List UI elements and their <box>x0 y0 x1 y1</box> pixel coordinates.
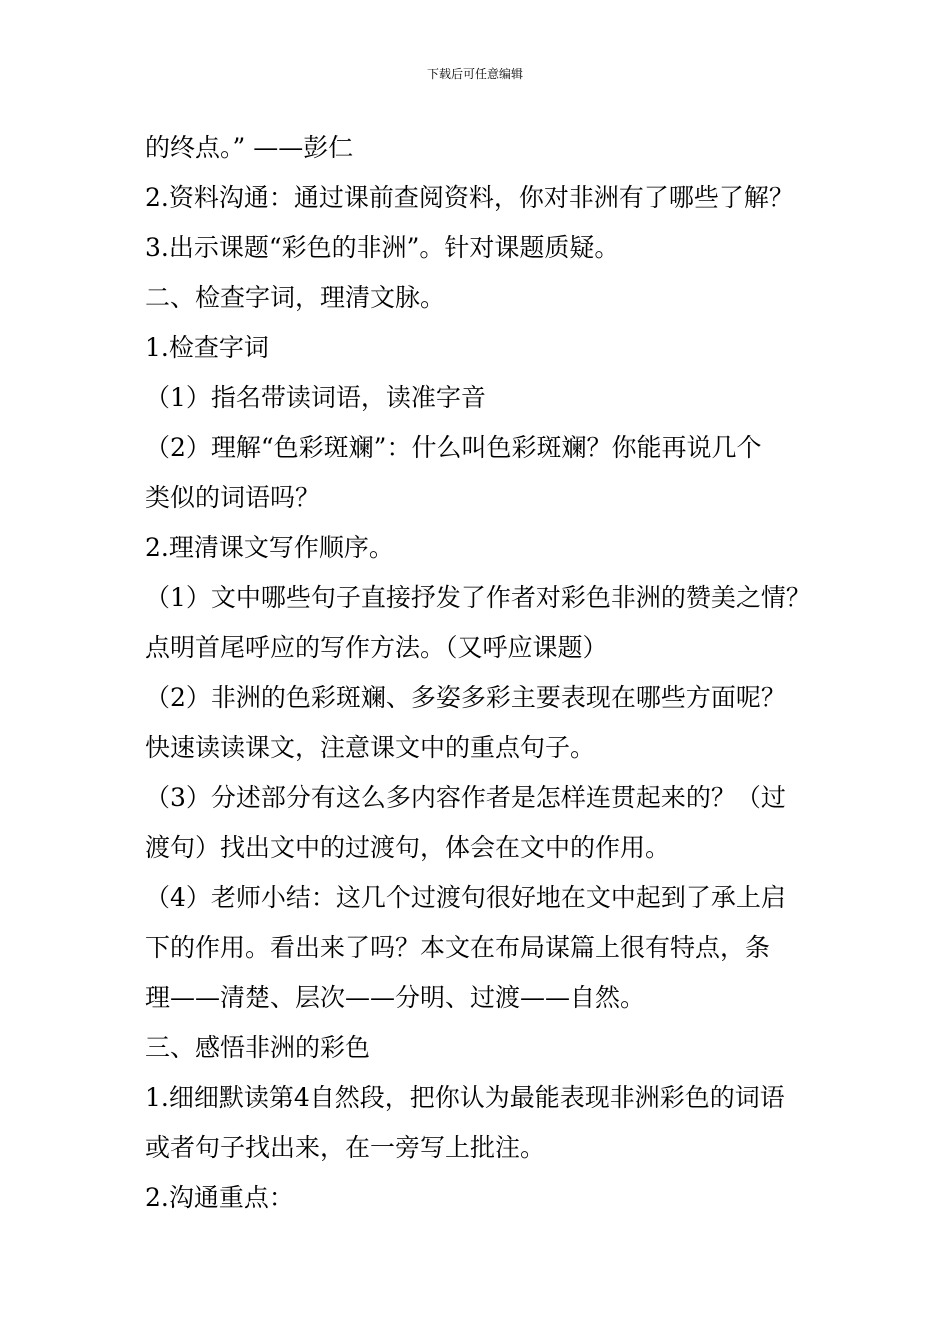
text-line: 点明首尾呼应的写作方法。（又呼应课题） <box>145 633 608 662</box>
text-line: 下的作用。看出来了吗？本文在布局谋篇上很有特点，条 <box>145 933 771 962</box>
text-line: （3）分述部分有这么多内容作者是怎样连贯起来的？（过 <box>145 783 786 812</box>
text-line: 类似的词语吗？ <box>145 483 321 512</box>
text-line: 3.出示课题“彩色的非洲”。针对课题质疑。 <box>145 233 620 262</box>
text-line: 2.理清课文写作顺序。 <box>145 533 394 562</box>
text-line: 2.资料沟通：通过课前查阅资料，你对非洲有了哪些了解？ <box>145 183 794 212</box>
text-line: 渡句）找出文中的过渡句，体会在文中的作用。 <box>145 833 671 862</box>
text-line: 或者句子找出来，在一旁写上批注。 <box>145 1133 546 1162</box>
section-heading: 三、感悟非洲的彩色 <box>145 1033 371 1062</box>
text-line: 1.细细默读第4自然段，把你认为最能表现非洲彩色的词语 <box>145 1083 785 1112</box>
text-line: 快速读读课文，注意课文中的重点句子。 <box>145 733 596 762</box>
text-line: 理——清楚、层次——分明、过渡——自然。 <box>145 983 646 1012</box>
text-line: （1）指名带读词语，读准字音 <box>145 383 486 412</box>
page-header: 下载后可任意编辑 <box>426 67 523 81</box>
section-heading: 二、检查字词，理清文脉。 <box>145 283 446 312</box>
text-line: 的终点。” ——彭仁 <box>145 133 354 162</box>
text-line: （2）理解“色彩斑斓”：什么叫色彩斑斓？你能再说几个 <box>145 433 762 462</box>
text-line: 2.沟通重点： <box>145 1183 294 1212</box>
text-line: （2）非洲的色彩斑斓、多姿多彩主要表现在哪些方面呢？ <box>145 683 786 712</box>
text-line: 1.检查字词 <box>145 333 269 362</box>
text-line: （1）文中哪些句子直接抒发了作者对彩色非洲的赞美之情？ <box>145 583 811 612</box>
text-line: （4）老师小结：这几个过渡句很好地在文中起到了承上启 <box>145 883 786 912</box>
